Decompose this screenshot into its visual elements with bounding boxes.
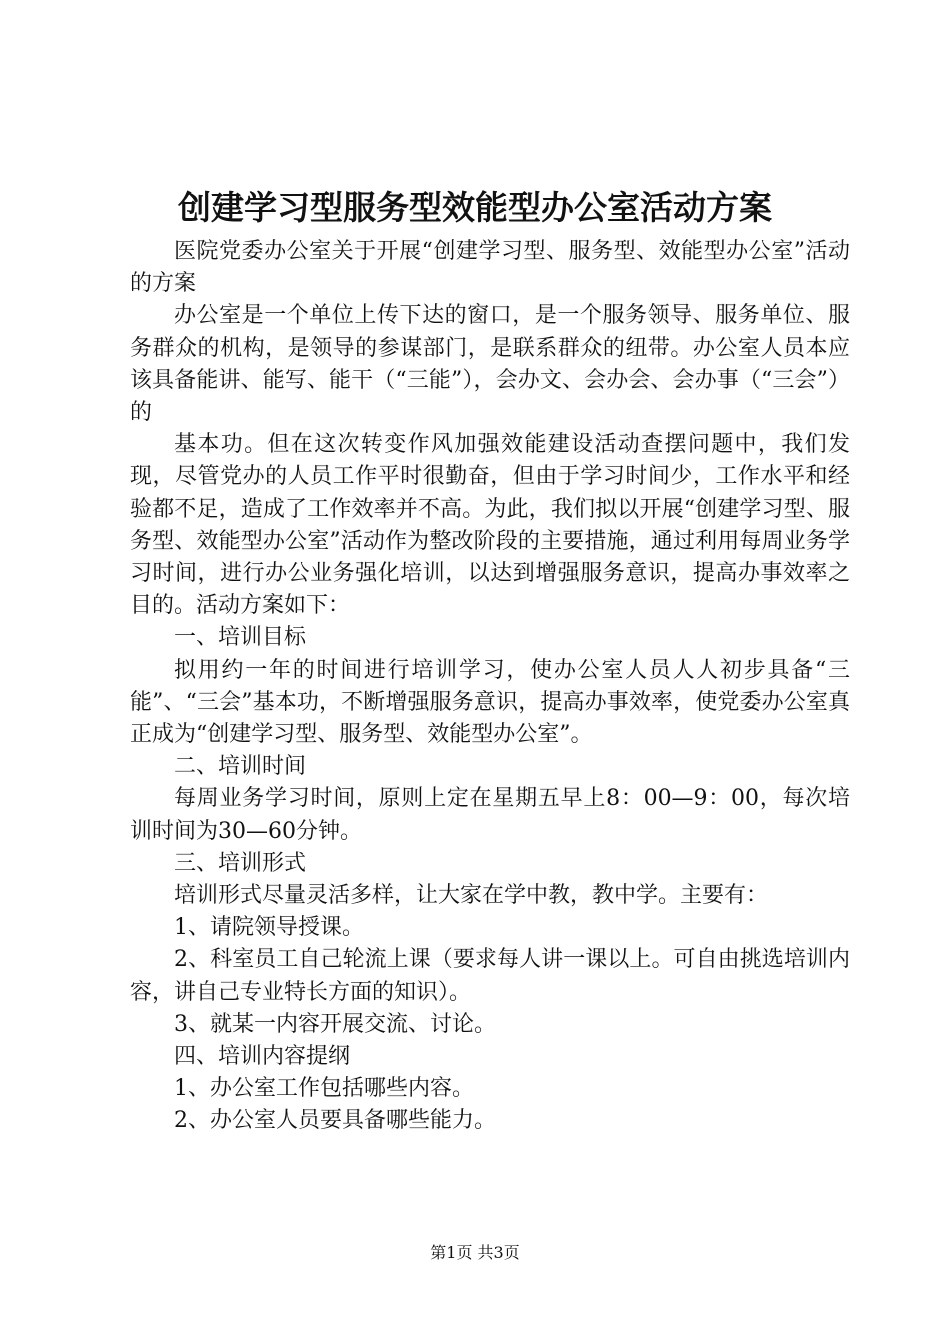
section-heading-training-goal: 一、培训目标 (174, 625, 307, 651)
document-title: 创建学习型服务型效能型办公室活动方案 (178, 188, 772, 227)
paragraph-training-time: 每周业务学习时间，原则上定在星期五早上8：00—9：00，每次培训时间为30—60分钟。 (130, 786, 850, 844)
page-number-footer: 第1页 共3页 (430, 1243, 520, 1262)
list-item: 2、办公室人员要具备哪些能力。 (174, 1108, 496, 1134)
paragraph-office-role: 办公室是一个单位上传下达的窗口，是一个服务领导、服务单位、服务群众的机构，是领导的参谋部门，是联系群众的纽带。办公室人员本应该具备能讲、能写、能干（“三能”），会办文、会办会、会办事（“三会”）的 (130, 303, 850, 426)
list-item: 2、科室员工自己轮流上课（要求每人讲一课以上。可自由挑选培训内容，讲自己专业特长方面的知识）。 (130, 947, 850, 1005)
paragraph-training-goal: 拟用约一年的时间进行培训学习，使办公室人员人人初步具备“三能”、“三会”基本功，不断增强服务意识，提高办事效率，使党委办公室真正成为“创建学习型、服务型、效能型办公室”。 (130, 657, 850, 748)
document-body (130, 236, 850, 1138)
section-heading-training-time: 二、培训时间 (174, 754, 307, 780)
section-heading-training-content: 四、培训内容提纲 (174, 1044, 351, 1070)
list-item: 1、办公室工作包括哪些内容。 (174, 1076, 474, 1102)
list-item: 1、请院领导授课。 (174, 915, 364, 941)
paragraph-training-form: 培训形式尽量灵活多样，让大家在学中教，教中学。主要有： (174, 883, 769, 909)
section-heading-training-form: 三、培训形式 (174, 850, 307, 876)
paragraph-heading-intro: 医院党委办公室关于开展“创建学习型、服务型、效能型办公室”活动的方案 (130, 239, 850, 297)
paragraph-problem-statement: 基本功。但在这次转变作风加强效能建设活动查摆问题中，我们发现，尽管党办的人员工作平时很勤奋，但由于学习时间少，工作水平和经验都不足，造成了工作效率并不高。为此，我们拟以开展“创建学习型、服务型、效能型办公室”活动作为整改阶段的主要措施，通过利用每周业务学习时间，进行办公业务强化培训，以达到增强服务意识，提高办事效率之目的。活动方案如下： (130, 432, 850, 619)
list-item: 3、就某一内容开展交流、讨论。 (174, 1011, 496, 1037)
